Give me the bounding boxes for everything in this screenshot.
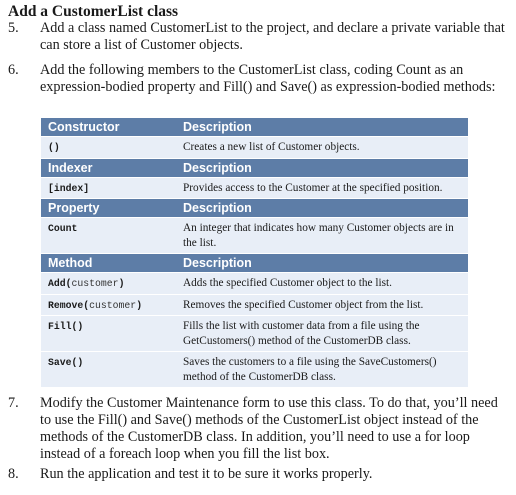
step-5 — [8, 20, 508, 54]
table-row — [41, 352, 468, 388]
column-header: Constructor — [41, 118, 177, 137]
table-header-row — [41, 118, 468, 137]
step-number: 7. — [8, 395, 19, 411]
table-header-row — [41, 199, 468, 218]
members-table — [41, 117, 468, 387]
step-text: Run the application and test it to be sure it works properly. — [40, 466, 373, 482]
step-6 — [8, 62, 508, 96]
column-header: Description — [177, 158, 468, 177]
member-name: Add(customer) — [41, 273, 177, 295]
column-header: Method — [41, 254, 177, 273]
table-header-row — [41, 254, 468, 273]
member-name: Save() — [41, 352, 177, 388]
step-8 — [8, 466, 508, 483]
member-description: Adds the specified Customer object to the list. — [177, 273, 468, 295]
step-number: 8. — [8, 466, 19, 482]
column-header: Indexer — [41, 158, 177, 177]
step-text: Add the following members to the CustomerList class, coding Count as an expression-bodied property and Fill() and Save() as expression-bodied methods: — [40, 62, 496, 95]
table-row — [41, 137, 468, 159]
member-name: () — [41, 137, 177, 159]
member-description: An integer that indicates how many Customer objects are in the list. — [177, 218, 468, 254]
member-description: Creates a new list of Customer objects. — [177, 137, 468, 159]
column-header: Property — [41, 199, 177, 218]
member-name: Fill() — [41, 316, 177, 352]
step-7 — [8, 395, 508, 463]
member-description: Fills the list with customer data from a file using the GetCustomers() method of the CustomerDB class. — [177, 316, 468, 352]
table-row — [41, 294, 468, 316]
table-row — [41, 218, 468, 254]
table-header-row — [41, 158, 468, 177]
member-name: Remove(customer) — [41, 294, 177, 316]
step-text: Add a class named CustomerList to the project, and declare a private variable that can store a list of Customer objects. — [40, 20, 505, 53]
member-description: Removes the specified Customer object from the list. — [177, 294, 468, 316]
section-heading: Add a CustomerList class — [8, 3, 179, 20]
table-row — [41, 177, 468, 199]
member-name: [index] — [41, 177, 177, 199]
step-number: 5. — [8, 20, 19, 36]
member-description: Saves the customers to a file using the SaveCustomers() method of the CustomerDB class. — [177, 352, 468, 388]
table-row — [41, 273, 468, 295]
member-name: Count — [41, 218, 177, 254]
column-header: Description — [177, 199, 468, 218]
member-description: Provides access to the Customer at the specified position. — [177, 177, 468, 199]
table-row — [41, 316, 468, 352]
step-number: 6. — [8, 62, 19, 78]
column-header: Description — [177, 254, 468, 273]
step-text: Modify the Customer Maintenance form to use this class. To do that, you’ll need to use the Fill() and Save() methods of the CustomerList object instead of the methods of the CustomerDB class. In addition, you’ll need to use a for loop instead of a foreach loop when you fill the list box. — [40, 395, 498, 462]
column-header: Description — [177, 118, 468, 137]
